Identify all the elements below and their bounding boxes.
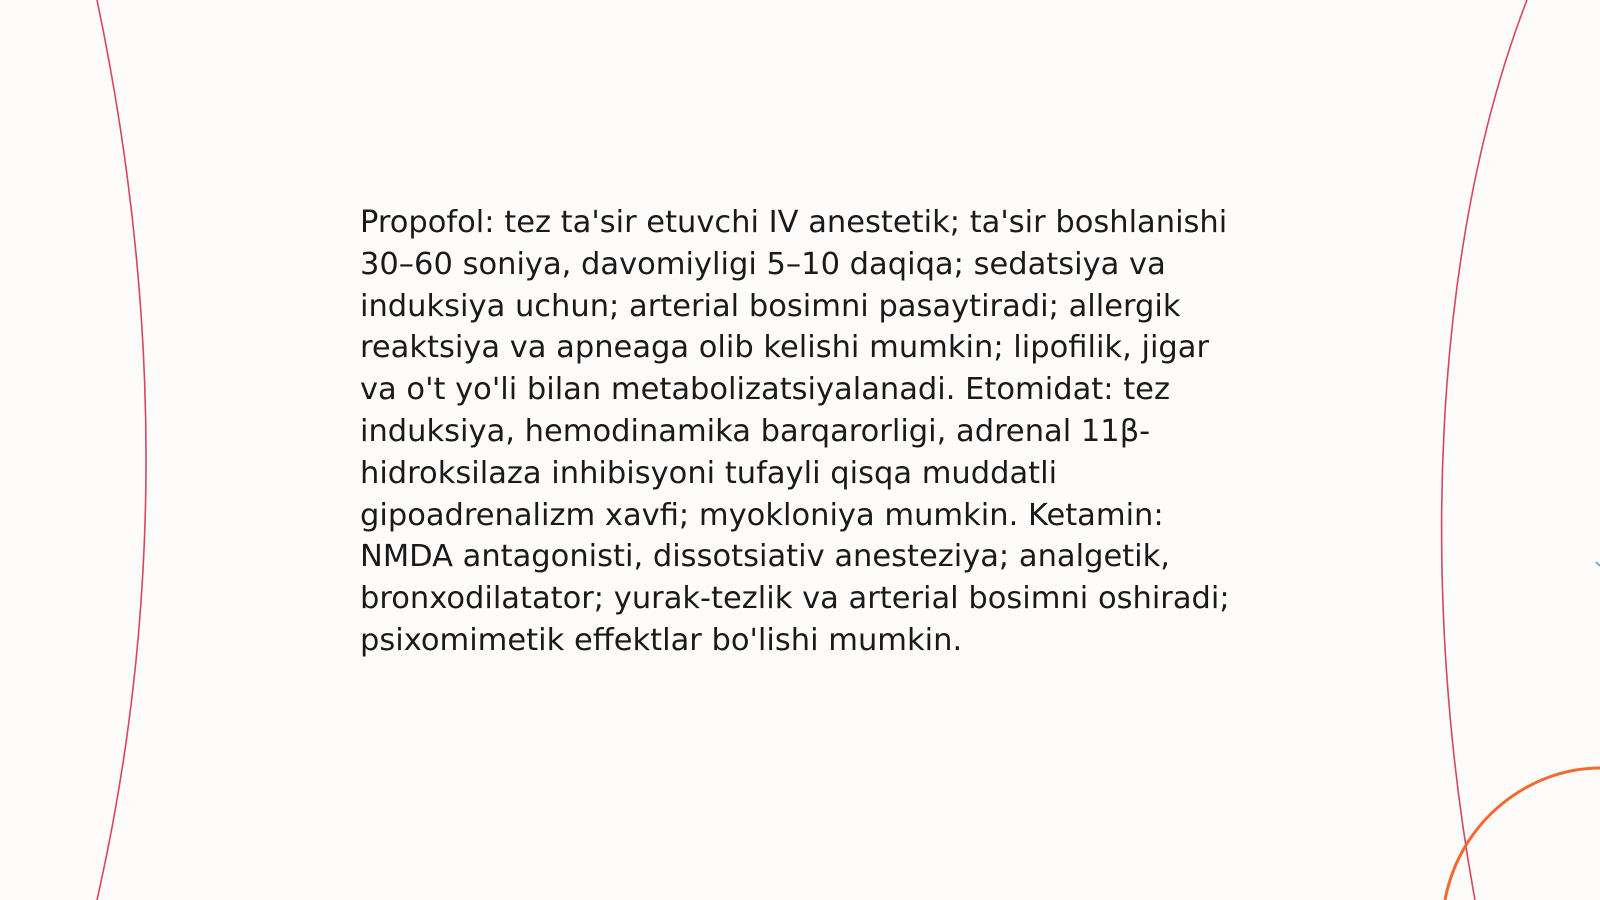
left-curve-line — [97, 0, 146, 900]
slide-body-text: Propofol: tez ta'sir etuvchi IV anestetik; ta'sir boshlanishi 30–60 soniya, davomiyligi 5–10 daqiqa; sedatsiya va induksiya uchun; arterial bosimni pasaytiradi; allergik reaktsiya va apneaga olib kelishi mumkin; lipofilik, jigar va o't yo'li bilan metabolizatsiyalanadi. Etomidat: tez induksiya, hemodinamika barqarorligi, adrenal 11β-hidroksilaza inhibisyoni tufayli qisqa muddatli gipoadrenalizm xavfi; myokloniya mumkin. Ketamin: NMDA antagonisti, dissotsiativ anesteziya; analgetik, bronxodilatator; yurak-tezlik va arterial bosimni oshiradi; psixomimetik effektlar bo'lishi mumkin. — [360, 205, 1230, 658]
small-tick-mark — [1596, 562, 1600, 566]
right-curve-line — [1442, 0, 1527, 900]
orange-arc — [1445, 768, 1600, 900]
